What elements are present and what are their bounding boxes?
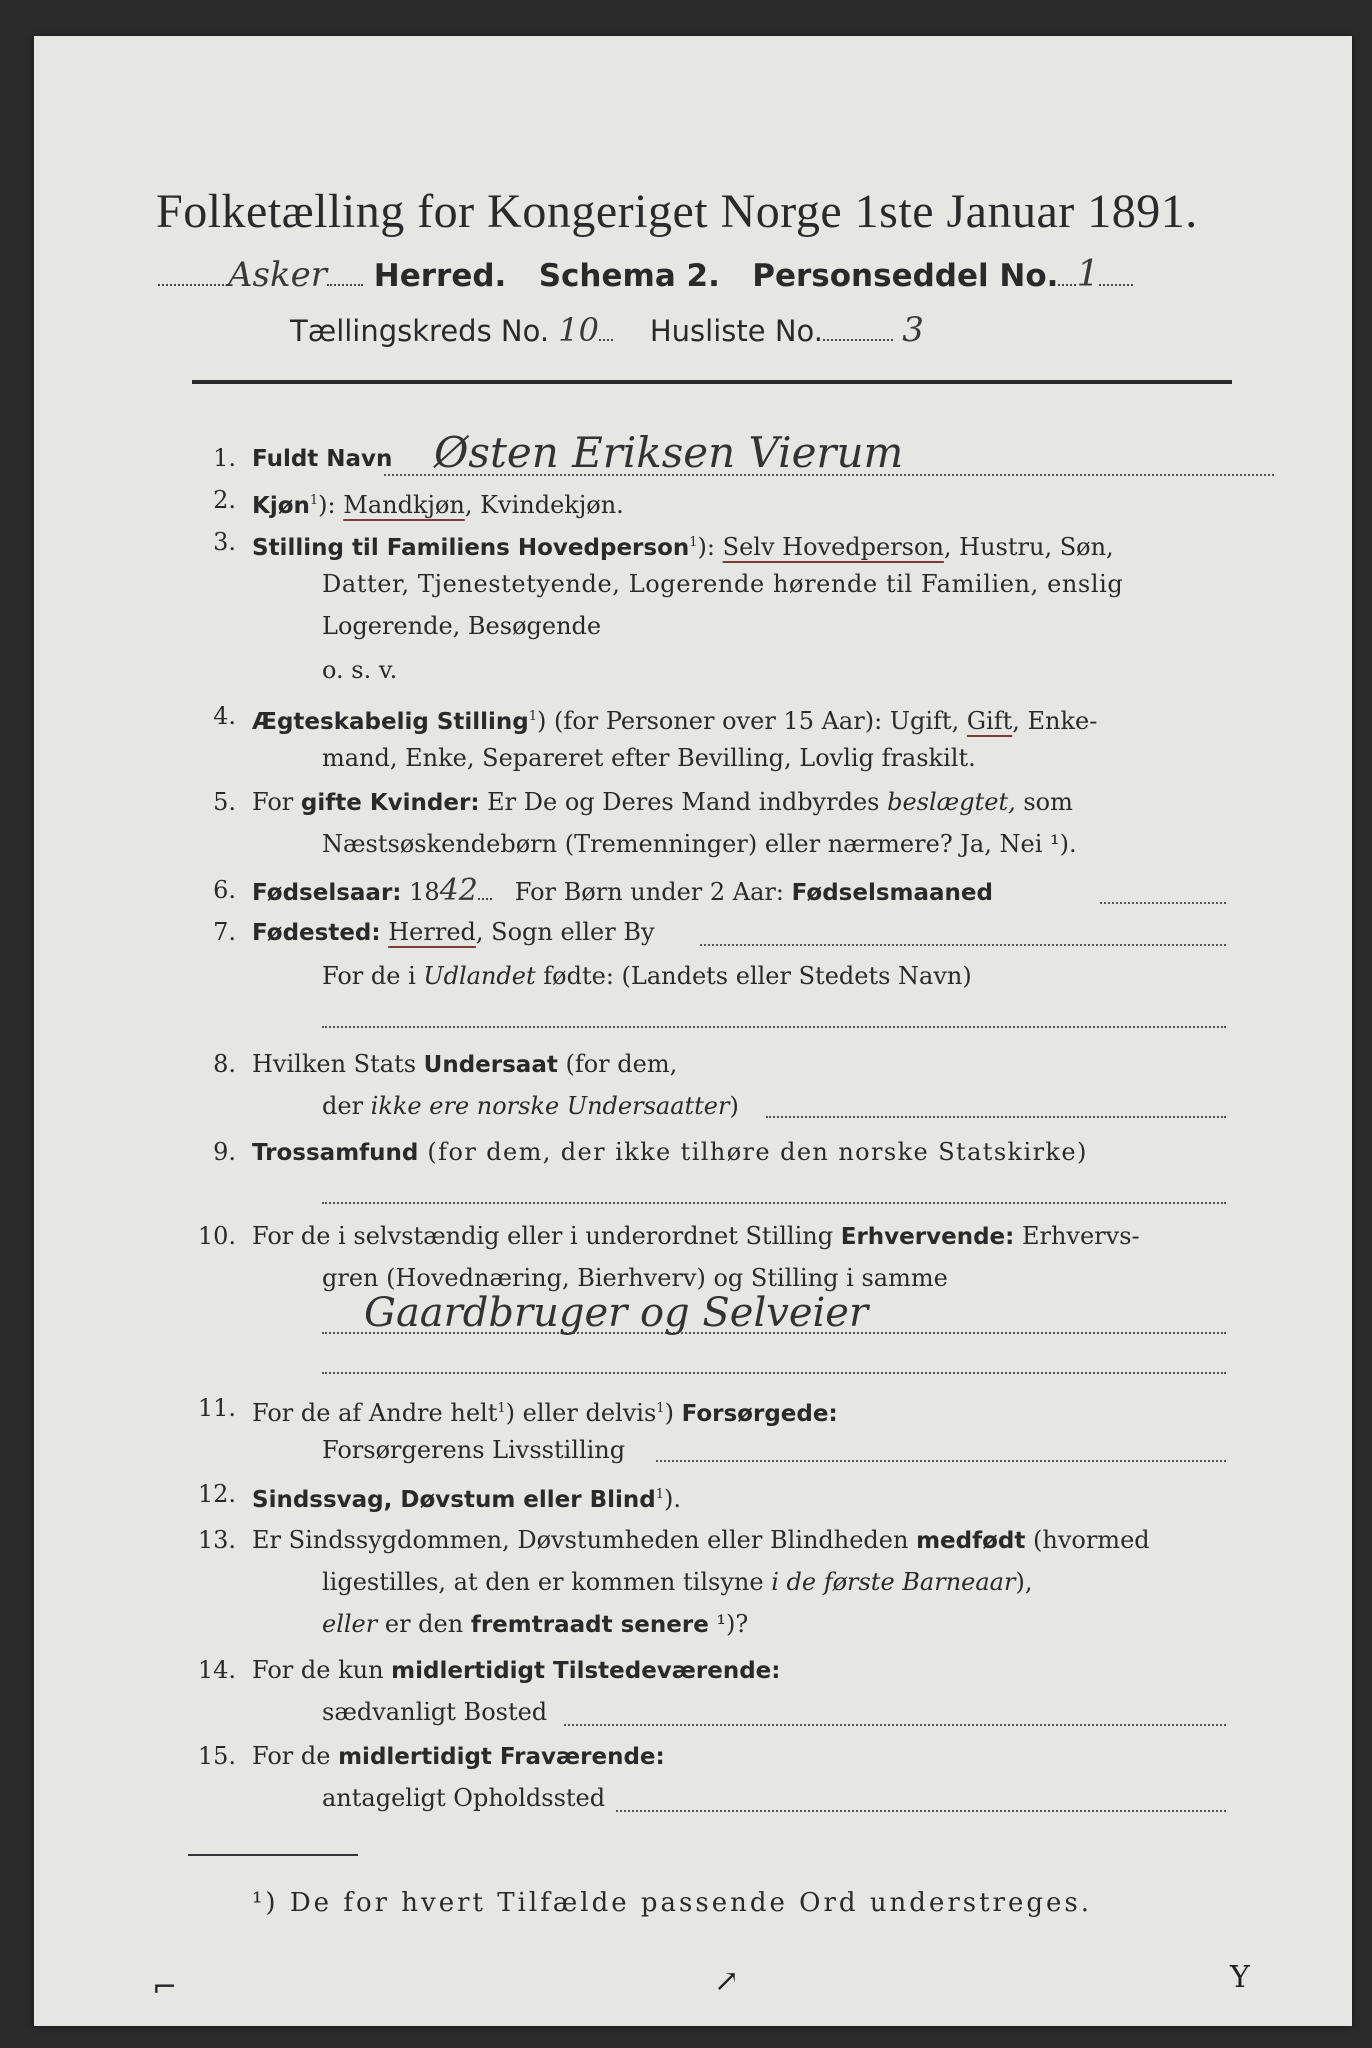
sex-label: Kjøn — [252, 493, 310, 519]
item-14-line-2 — [322, 1692, 547, 1733]
footnote-ref: 1 — [656, 1401, 665, 1416]
occupation-value: Gaardbruger og Selveier — [364, 1290, 869, 1336]
birthplace-options: , Sogn eller By — [475, 918, 655, 946]
religion-label: Trossamfund — [252, 1140, 419, 1166]
subject-line — [766, 1116, 1226, 1118]
item-number: 15. — [197, 1742, 236, 1770]
supported-prefix: For de af Andre helt — [252, 1399, 498, 1427]
herred-value: Asker — [228, 255, 327, 295]
subject-line-2-post: ) — [729, 1092, 739, 1120]
temporary-absent-prefix: For de — [252, 1742, 339, 1770]
temporary-present-label: midlertidigt Tilstedeværende: — [391, 1658, 781, 1684]
birth-year-label: Fødselsaar: — [252, 880, 402, 906]
marital-options-rest: , Enke- — [1012, 707, 1098, 735]
item-number: 1. — [213, 444, 236, 472]
marital-options-line-2: mand, Enke, Separeret efter Bevilling, Lovlig fraskilt. — [322, 744, 976, 772]
birth-year-value: 42 — [439, 873, 478, 908]
presumed-residence-line — [616, 1810, 1226, 1812]
usual-residence-label: sædvanligt Bosted — [322, 1698, 548, 1726]
item-number: 3. — [213, 528, 236, 556]
occupation-label: Erhvervende: — [840, 1224, 1015, 1250]
question-tail: som — [1015, 788, 1073, 816]
item-number: 13. — [197, 1526, 236, 1554]
item-number: 5. — [213, 788, 236, 816]
header-rule — [192, 380, 1232, 384]
birth-year-prefix: 18 — [401, 878, 440, 906]
footnote-ref: 1 — [309, 493, 319, 508]
presumed-residence-label: antageligt Opholdssted — [322, 1784, 606, 1812]
full-name-label: Fuldt Navn — [252, 446, 393, 472]
schema-label: Schema 2. — [538, 258, 720, 294]
subject-label: Undersaat — [423, 1052, 558, 1078]
label-tail: ): — [318, 491, 344, 519]
congenital-line-2-prefix: ligestilles, at den er kommen tilsyne — [322, 1568, 772, 1596]
marital-options: ) (for Personer over 15 Aar): Ugift, — [537, 707, 967, 735]
label-tail: ): — [697, 533, 723, 561]
personseddel-label: Personseddel No. — [752, 258, 1059, 294]
label-tail: ). — [664, 1485, 682, 1513]
question-line-2: Næstsøskendebørn (Tremenninger) eller nærmere? Ja, Nei ¹). — [322, 830, 1077, 858]
item-number: 11. — [197, 1394, 236, 1422]
religion-text: (for dem, der ikke tilhøre den norske Statskirke) — [418, 1138, 1088, 1166]
item-number: 8. — [213, 1050, 236, 1078]
subject-line-2-prefix: der — [322, 1092, 371, 1120]
item-4-line-2 — [322, 738, 976, 779]
position-label: Stilling til Familiens Hovedperson — [252, 535, 690, 561]
header-line-2 — [290, 310, 924, 350]
temporary-absent-label: midlertidigt Fraværende: — [338, 1744, 665, 1770]
corner-mark-left: ⌐ — [152, 1970, 178, 2005]
header-line-1 — [158, 254, 1133, 295]
item-7-line-2 — [322, 956, 972, 997]
sex-option-female: , Kvindekjøn. — [464, 491, 624, 519]
position-options: , Hustru, Søn, — [943, 533, 1114, 561]
item-number: 9. — [213, 1138, 236, 1166]
birth-month-label: Fødselsmaaned — [791, 880, 993, 906]
disability-label: Sindssvag, Døvstum eller Blind — [252, 1487, 656, 1513]
congenital-line-3-post: ¹)? — [708, 1610, 749, 1638]
occupation-prefix: For de i selvstændig eller i underordnet Stilling — [252, 1222, 841, 1250]
supporter-occupation-label: Forsørgerens Livsstilling — [322, 1436, 626, 1464]
religion-line — [322, 1202, 1226, 1204]
later-onset-label: fremtraadt senere — [470, 1612, 709, 1638]
infant-text: For Børn under 2 Aar: — [507, 878, 792, 906]
taellingskreds-label: Tællingskreds No. — [290, 314, 550, 348]
item-number: 2. — [213, 486, 236, 514]
congenital-tail: (hvormed — [1025, 1526, 1150, 1554]
footnote-ref: 1 — [497, 1401, 506, 1416]
footnote: ¹) De for hvert Tilfælde passende Ord understreges. — [252, 1888, 1093, 1918]
husliste-value: 3 — [902, 310, 924, 350]
congenital-line-3-emphasis: eller — [322, 1610, 378, 1638]
supported-mid: ) eller delvis — [505, 1399, 657, 1427]
form-title: Folketælling for Kongeriget Norge 1ste Januar 1891. — [156, 185, 1198, 238]
item-8-line-2 — [322, 1086, 739, 1127]
congenital-prefix: Er Sindssygdommen, Døvstumheden eller Blindheden — [252, 1526, 917, 1554]
occupation-line-b — [322, 1372, 1226, 1374]
footnote-ref: 1 — [528, 709, 538, 724]
item-13-line-3 — [322, 1604, 748, 1646]
item-number: 14. — [197, 1656, 236, 1684]
footnote-rule — [188, 1854, 358, 1856]
footnote-ref: 1 — [689, 535, 698, 550]
subject-text: (for dem, — [557, 1050, 678, 1078]
item-3-line-2 — [322, 564, 1123, 605]
item-15-line-2 — [322, 1778, 605, 1819]
abroad-prefix: For de i — [322, 962, 424, 990]
footnote-ref: 1 — [655, 1487, 665, 1502]
label-prefix: Hvilken Stats — [252, 1050, 424, 1078]
herred-label: Herred. — [373, 258, 507, 294]
full-name-value: Østen Eriksen Vierum — [434, 428, 904, 477]
husliste-label: Husliste No. — [649, 314, 823, 348]
item-number: 12. — [197, 1480, 236, 1508]
congenital-label: medfødt — [916, 1528, 1026, 1554]
occupation-line-2: gren (Hovednæring, Bierhverv) og Stilling i samme — [322, 1264, 948, 1292]
census-form-page — [34, 36, 1352, 2026]
married-women-label: gifte Kvinder: — [300, 790, 480, 816]
question-text: Er De og Deres Mand indbyrdes — [479, 788, 888, 816]
item-3-line-3 — [322, 606, 601, 647]
taellingskreds-value: 10 — [558, 311, 599, 349]
marital-option-married: Gift — [966, 707, 1013, 735]
position-options-line-2: Datter, Tjenestetyende, Logerende hørende til Familien, enslig — [322, 570, 1124, 598]
corner-mark-right: Y — [1230, 1960, 1250, 1995]
item-number: 4. — [213, 702, 236, 730]
congenital-line-2-post: ), — [1015, 1568, 1033, 1596]
corner-mark-center: ↗ — [714, 1964, 740, 1999]
birthplace-line — [700, 944, 1226, 946]
subject-line-2-emphasis: ikke ere norske Undersaatter — [370, 1092, 730, 1120]
supporter-occupation-line — [656, 1460, 1226, 1462]
item-11-line-2 — [322, 1430, 625, 1471]
occupation-tail: Erhvervs- — [1014, 1222, 1140, 1250]
congenital-line-2-emphasis: i de første Barneaar — [771, 1568, 1016, 1596]
abroad-text: fødte: (Landets eller Stedets Navn) — [535, 962, 972, 990]
marital-label: Ægteskabelig Stilling — [252, 709, 529, 735]
position-options-line-3: Logerende, Besøgende — [322, 612, 602, 640]
temporary-present-prefix: For de kun — [252, 1656, 392, 1684]
item-3-line-4 — [322, 650, 397, 691]
usual-residence-line — [564, 1724, 1226, 1726]
item-number: 6. — [213, 876, 236, 904]
position-option-head: Selv Hovedperson — [722, 533, 944, 561]
supported-mid-2: ) — [664, 1399, 682, 1427]
position-options-line-4: o. s. v. — [322, 656, 398, 684]
label-prefix: For — [252, 788, 301, 816]
congenital-line-3-mid: er den — [377, 1610, 471, 1638]
personseddel-value: 1 — [1076, 254, 1100, 295]
abroad-line — [322, 1026, 1226, 1028]
birthplace-option-herred: Herred — [388, 918, 476, 946]
item-13-line-2 — [322, 1562, 1032, 1603]
birthplace-label: Fødested: — [252, 920, 381, 946]
item-number: 7. — [213, 918, 236, 946]
birth-month-line — [1100, 902, 1226, 904]
abroad-emphasis: Udlandet — [423, 962, 536, 990]
item-number: 10. — [197, 1222, 236, 1250]
item-5-line-2 — [322, 824, 1077, 865]
sex-option-male: Mandkjøn — [343, 491, 465, 519]
question-emphasis: beslægtet, — [887, 788, 1016, 816]
supported-label: Forsørgede: — [681, 1401, 838, 1427]
